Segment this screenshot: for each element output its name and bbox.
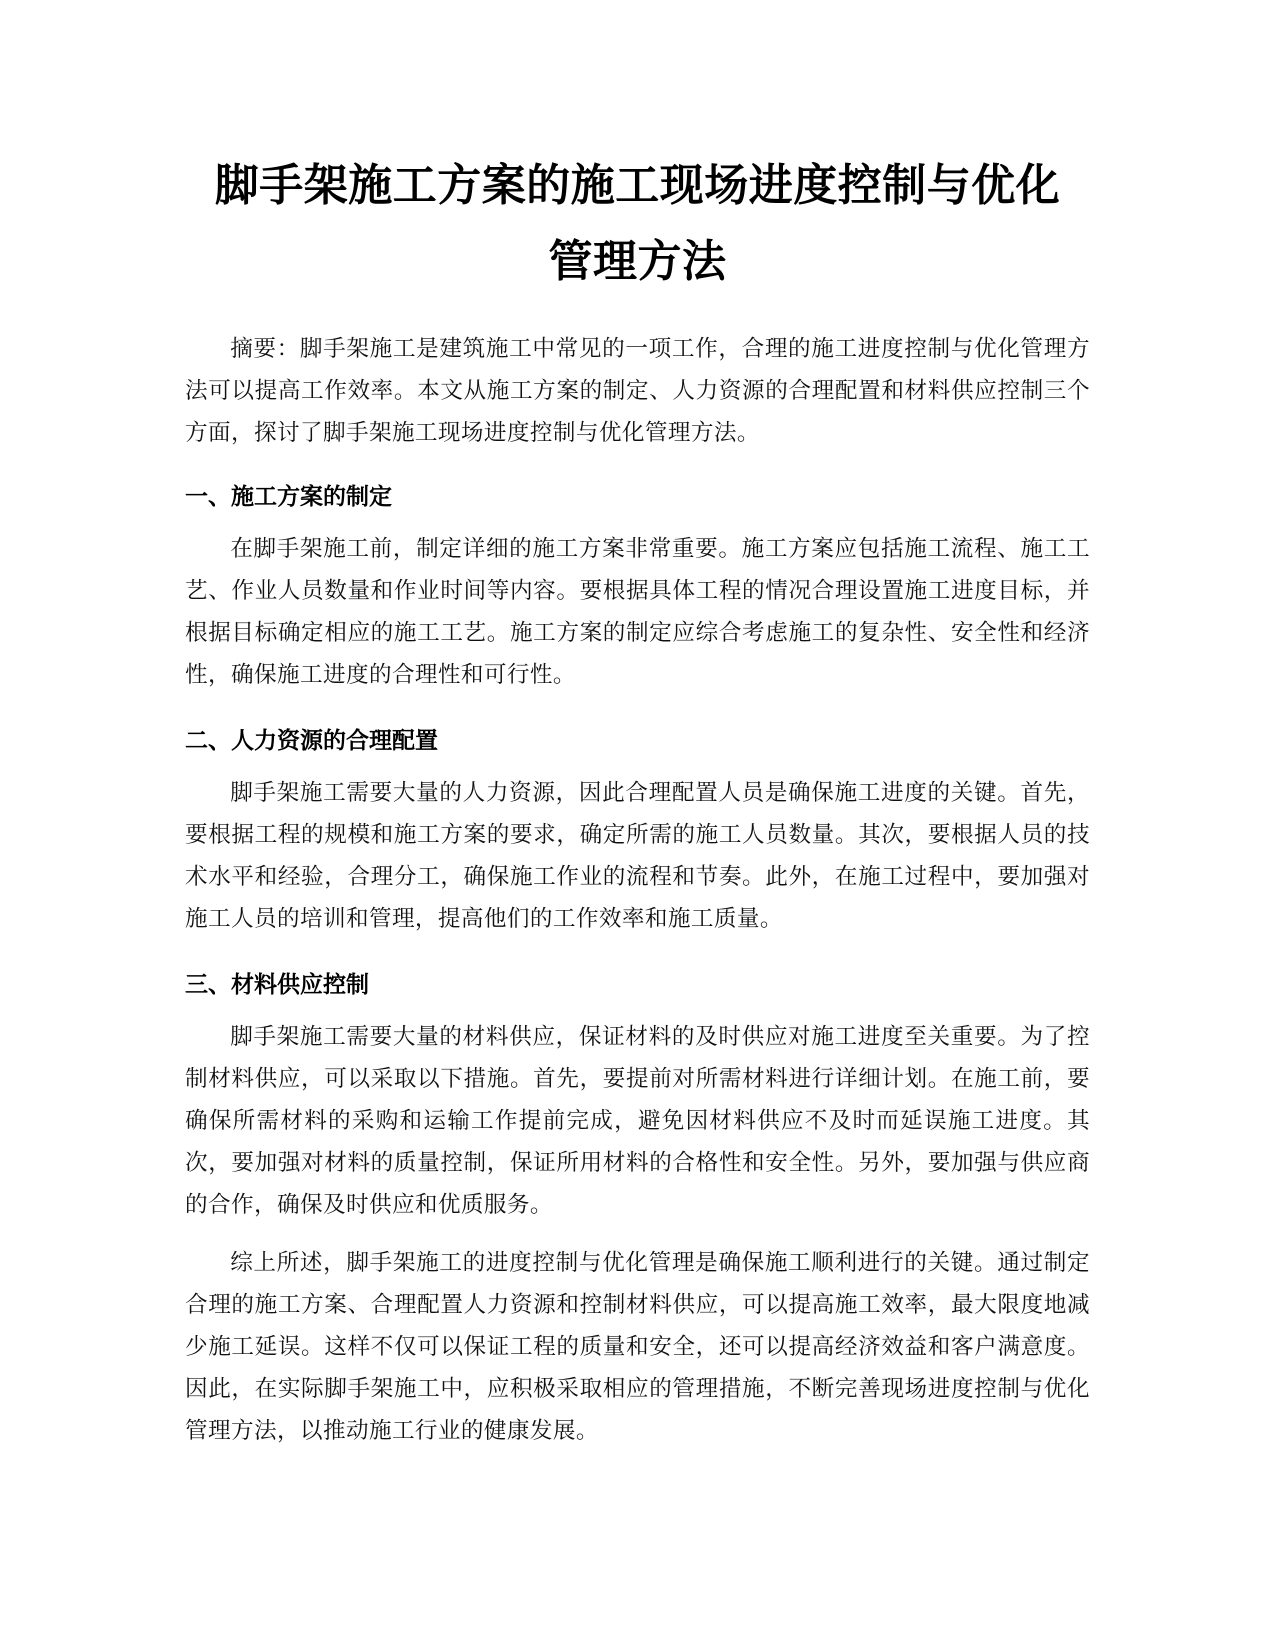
abstract-paragraph: 摘要：脚手架施工是建筑施工中常见的一项工作，合理的施工进度控制与优化管理方法可以提高工作效率。本文从施工方案的制定、人力资源的合理配置和材料供应控制三个方面，探讨了脚手架施工现场进度控制与优化管理方法。	[185, 336, 1090, 446]
section-body-material-supply: 脚手架施工需要大量的材料供应，保证材料的及时供应对施工进度至关重要。为了控制材料供应，可以采取以下措施。首先，要提前对所需材料进行详细计划。在施工前，要确保所需材料的采购和运输工作提前完成，避免因材料供应不及时而延误施工进度。其次，要加强对材料的质量控制，保证所用材料的合格性和安全性。另外，要加强与供应商的合作，确保及时供应和优质服务。	[185, 1024, 1090, 1218]
section-heading-plan: 一、施工方案的制定	[185, 484, 392, 510]
conclusion-paragraph: 综上所述，脚手架施工的进度控制与优化管理是确保施工顺利进行的关键。通过制定合理的施工方案、合理配置人力资源和控制材料供应，可以提高施工效率，最大限度地减少施工延误。这样不仅可以保证工程的质量和安全，还可以提高经济效益和客户满意度。因此，在实际脚手架施工中，应积极采取相应的管理措施，不断完善现场进度控制与优化管理方法，以推动施工行业的健康发展。	[185, 1250, 1090, 1444]
section-body-plan: 在脚手架施工前，制定详细的施工方案非常重要。施工方案应包括施工流程、施工工艺、作业人员数量和作业时间等内容。要根据具体工程的情况合理设置施工进度目标，并根据目标确定相应的施工工艺。施工方案的制定应综合考虑施工的复杂性、安全性和经济性，确保施工进度的合理性和可行性。	[185, 536, 1090, 688]
section-body-human-resources: 脚手架施工需要大量的人力资源，因此合理配置人员是确保施工进度的关键。首先，要根据工程的规模和施工方案的要求，确定所需的施工人员数量。其次，要根据人员的技术水平和经验，合理分工，确保施工作业的流程和节奏。此外，在施工过程中，要加强对施工人员的培训和管理，提高他们的工作效率和施工质量。	[185, 780, 1090, 932]
title-line-2: 管理方法	[548, 236, 727, 287]
section-heading-material-supply: 三、材料供应控制	[185, 972, 369, 998]
document-title	[185, 148, 1090, 300]
document-page	[185, 148, 1090, 1452]
title-line-1: 脚手架施工方案的施工现场进度控制与优化	[214, 160, 1061, 211]
section-heading-human-resources: 二、人力资源的合理配置	[185, 728, 438, 754]
